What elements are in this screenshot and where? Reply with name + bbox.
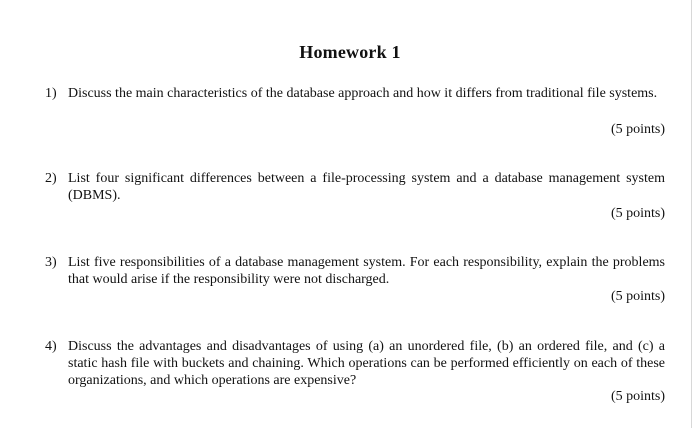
question-text: Discuss the advantages and disadvantages of using (a) an unordered file, (b) an ordered file, and (c) a static hash file with buckets and chaining. Which operations can be performed efficiently on each of these organizations, and which operations are expensive? [68, 339, 665, 388]
question-number: 2) [45, 171, 57, 186]
question-points: (5 points) [610, 289, 665, 304]
question-3 [45, 254, 665, 304]
question-number: 4) [45, 339, 57, 354]
question-text: Discuss the main characteristics of the database approach and how it differs from traditional file systems. [68, 86, 658, 101]
question-text: List five responsibilities of a database management system. For each responsibility, explain the problems that would arise if the responsibility were not discharged. [68, 255, 665, 287]
question-2 [45, 170, 665, 221]
question-text: List four significant differences between a file-processing system and a database management system (DBMS). [68, 171, 665, 203]
question-points: (5 points) [610, 389, 665, 404]
question-number: 1) [45, 86, 57, 101]
question-points: (5 points) [610, 122, 665, 137]
question-4 [45, 338, 665, 404]
question-1 [45, 85, 665, 137]
page-edge-line [691, 0, 692, 428]
question-points: (5 points) [610, 206, 665, 221]
page-title: Homework 1 [299, 42, 401, 62]
question-number: 3) [45, 255, 57, 270]
